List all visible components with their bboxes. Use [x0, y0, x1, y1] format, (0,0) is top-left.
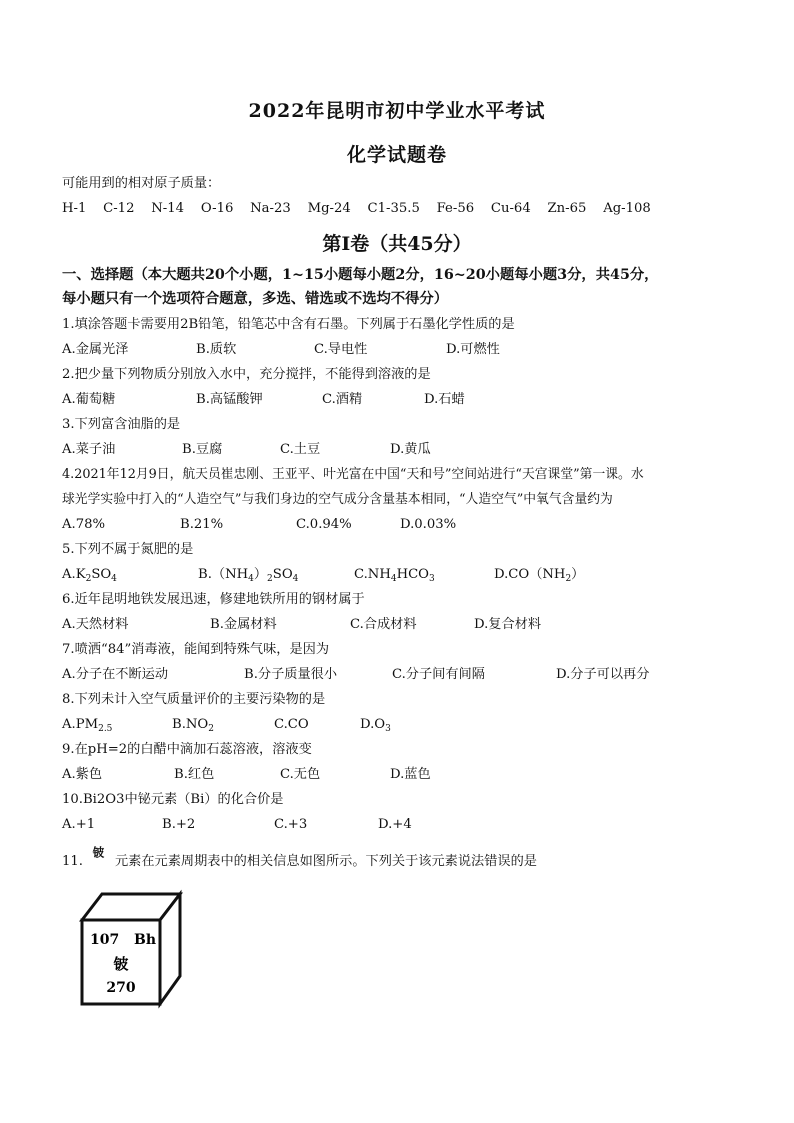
option-a: A.葡萄糖	[62, 392, 116, 407]
mass-item: Fe-56	[436, 201, 475, 216]
option-b: B.红色	[174, 767, 215, 782]
option-b: B.分子质量很小	[244, 667, 338, 682]
question-stem: 9.在pH=2的白醋中滴加石蕊溶液，溶液变	[62, 742, 312, 757]
instructions-line-2: 每小题只有一个选项符合题意，多选、错选或不选均不得分）	[62, 291, 449, 307]
option-a: A.分子在不断运动	[62, 667, 169, 682]
element-symbol: Bh	[134, 932, 157, 948]
atomic-number: 107	[90, 932, 120, 948]
option-d	[494, 566, 584, 588]
atomic-mass-label: 可能用到的相对原子质量：	[62, 176, 221, 191]
mass-item: Mg-24	[307, 201, 351, 216]
mass-item: O-16	[200, 201, 234, 216]
question-stem: 1.填涂答题卡需要用2B铅笔，铅笔芯中含有石墨。下列属于石墨化学性质的是	[62, 317, 515, 332]
option-a: A.紫色	[62, 767, 103, 782]
option-a: A.78%	[62, 517, 106, 532]
option-c: C.无色	[280, 767, 321, 782]
option-a: A.菜子油	[62, 442, 116, 457]
atomic-mass-list	[62, 200, 651, 218]
formula-part: SO	[91, 567, 112, 582]
mass-item: Ag-108	[603, 201, 651, 216]
question-stem: 5.下列不属于氮肥的是	[62, 542, 194, 557]
question-stem: 元素在元素周期表中的相关信息如图所示。下列关于该元素说法错误的是	[115, 854, 537, 869]
mass-item: Cu-64	[490, 201, 531, 216]
question-stem: 6.近年昆明地铁发展迅速，修建地铁所用的钢材属于	[62, 592, 365, 607]
option-c: C.酒精	[322, 392, 363, 407]
subscript: 2	[208, 724, 214, 734]
option-a-text: A.PM	[62, 717, 99, 732]
element-char-inline: 铍	[92, 846, 105, 861]
exam-title: 2022年昆明市初中学业水平考试	[248, 100, 546, 122]
option-c: C.+3	[274, 817, 308, 832]
question-stem: 4.2021年12月9日，航天员崔忠刚、王亚平、叶光富在中国“天和号”空间站进行“天宫课堂”第一课。水	[62, 467, 644, 482]
option-d: D.分子可以再分	[556, 667, 650, 682]
option-b-text: B.NO	[172, 717, 209, 732]
subscript: 2.5	[98, 724, 113, 734]
formula-part: ）	[253, 567, 268, 582]
subscript: 4	[248, 574, 254, 584]
subscript: 2	[565, 574, 572, 584]
question-number: 11.	[62, 854, 83, 869]
option-c: C.CO	[274, 717, 309, 732]
mass-item: C1-35.5	[367, 201, 420, 216]
mass-item: Zn-65	[547, 201, 587, 216]
question-stem: 3.下列富含油脂的是	[62, 417, 181, 432]
option-c: C.分子间有间隔	[392, 667, 485, 682]
option-d: D.黄瓜	[390, 442, 431, 457]
option-c: C.0.94%	[296, 517, 352, 532]
subscript: 2	[85, 574, 92, 584]
option-d: D.石蜡	[424, 392, 465, 407]
formula-part: SO	[272, 567, 293, 582]
element-name: 铍	[113, 955, 129, 973]
option-d	[360, 716, 391, 738]
atomic-mass: 270	[106, 980, 136, 996]
option-c-text: C.NH	[354, 567, 391, 582]
option-a: A.天然材料	[62, 617, 129, 632]
option-d: D.+4	[378, 817, 412, 832]
subscript: 4	[390, 574, 397, 584]
formula-part: HCO	[396, 567, 429, 582]
option-d: D.可燃性	[446, 342, 500, 357]
instructions-line-1: 一、选择题（本大题共20个小题，1~15小题每小题2分，16~20小题每小题3分，共45分，	[62, 267, 659, 283]
option-a	[62, 716, 112, 738]
option-d: D.0.03%	[400, 517, 457, 532]
option-c: C.合成材料	[350, 617, 417, 632]
subscript: 4	[292, 574, 299, 584]
option-b	[198, 566, 298, 588]
subscript: 3	[429, 574, 435, 584]
mass-item: C-12	[103, 201, 135, 216]
option-b: B.高锰酸钾	[196, 392, 263, 407]
option-b: B.豆腐	[182, 442, 223, 457]
option-d: D.复合材料	[474, 617, 542, 632]
option-c: C.土豆	[280, 442, 321, 457]
subscript: 4	[111, 574, 117, 584]
mass-item: H-1	[62, 201, 87, 216]
option-d-text: D.O	[360, 717, 386, 732]
exam-subtitle: 化学试题卷	[346, 144, 447, 166]
option-a	[62, 566, 117, 588]
option-c	[354, 566, 435, 588]
question-stem: 7.喷洒“84”消毒液，能闻到特殊气味，是因为	[62, 642, 330, 657]
option-a: A.+1	[62, 817, 96, 832]
question-stem: 10.Bi2O3中铋元素（Bi）的化合价是	[62, 792, 284, 807]
option-a-text: A.K	[62, 567, 86, 582]
section-title: 第Ⅰ卷（共45分）	[322, 233, 472, 255]
mass-item: N-14	[151, 201, 185, 216]
mass-item: Na-23	[250, 201, 291, 216]
question-stem: 8.下列未计入空气质量评价的主要污染物的是	[62, 692, 326, 707]
subscript: 3	[385, 724, 391, 734]
formula-part: ）	[571, 567, 585, 582]
option-b-text: B.（NH	[198, 567, 249, 582]
option-b: B.金属材料	[210, 617, 277, 632]
option-a: A.金属光泽	[62, 342, 129, 357]
option-b: B.质软	[196, 342, 237, 357]
question-stem-continued: 球光学实验中打入的“人造空气”与我们身边的空气成分含量基本相同，“人造空气”中氧气含量约为	[62, 492, 613, 507]
subscript: 2	[267, 574, 273, 584]
option-d: D.蓝色	[390, 767, 431, 782]
option-d-text: D.CO（NH	[494, 567, 566, 582]
option-b: B.+2	[162, 817, 196, 832]
element-cube-figure	[76, 880, 186, 1020]
option-b: B.21%	[180, 517, 224, 532]
option-c: C.导电性	[314, 342, 368, 357]
option-b	[172, 716, 214, 738]
question-stem: 2.把少量下列物质分别放入水中，充分搅拌，不能得到溶液的是	[62, 367, 431, 382]
